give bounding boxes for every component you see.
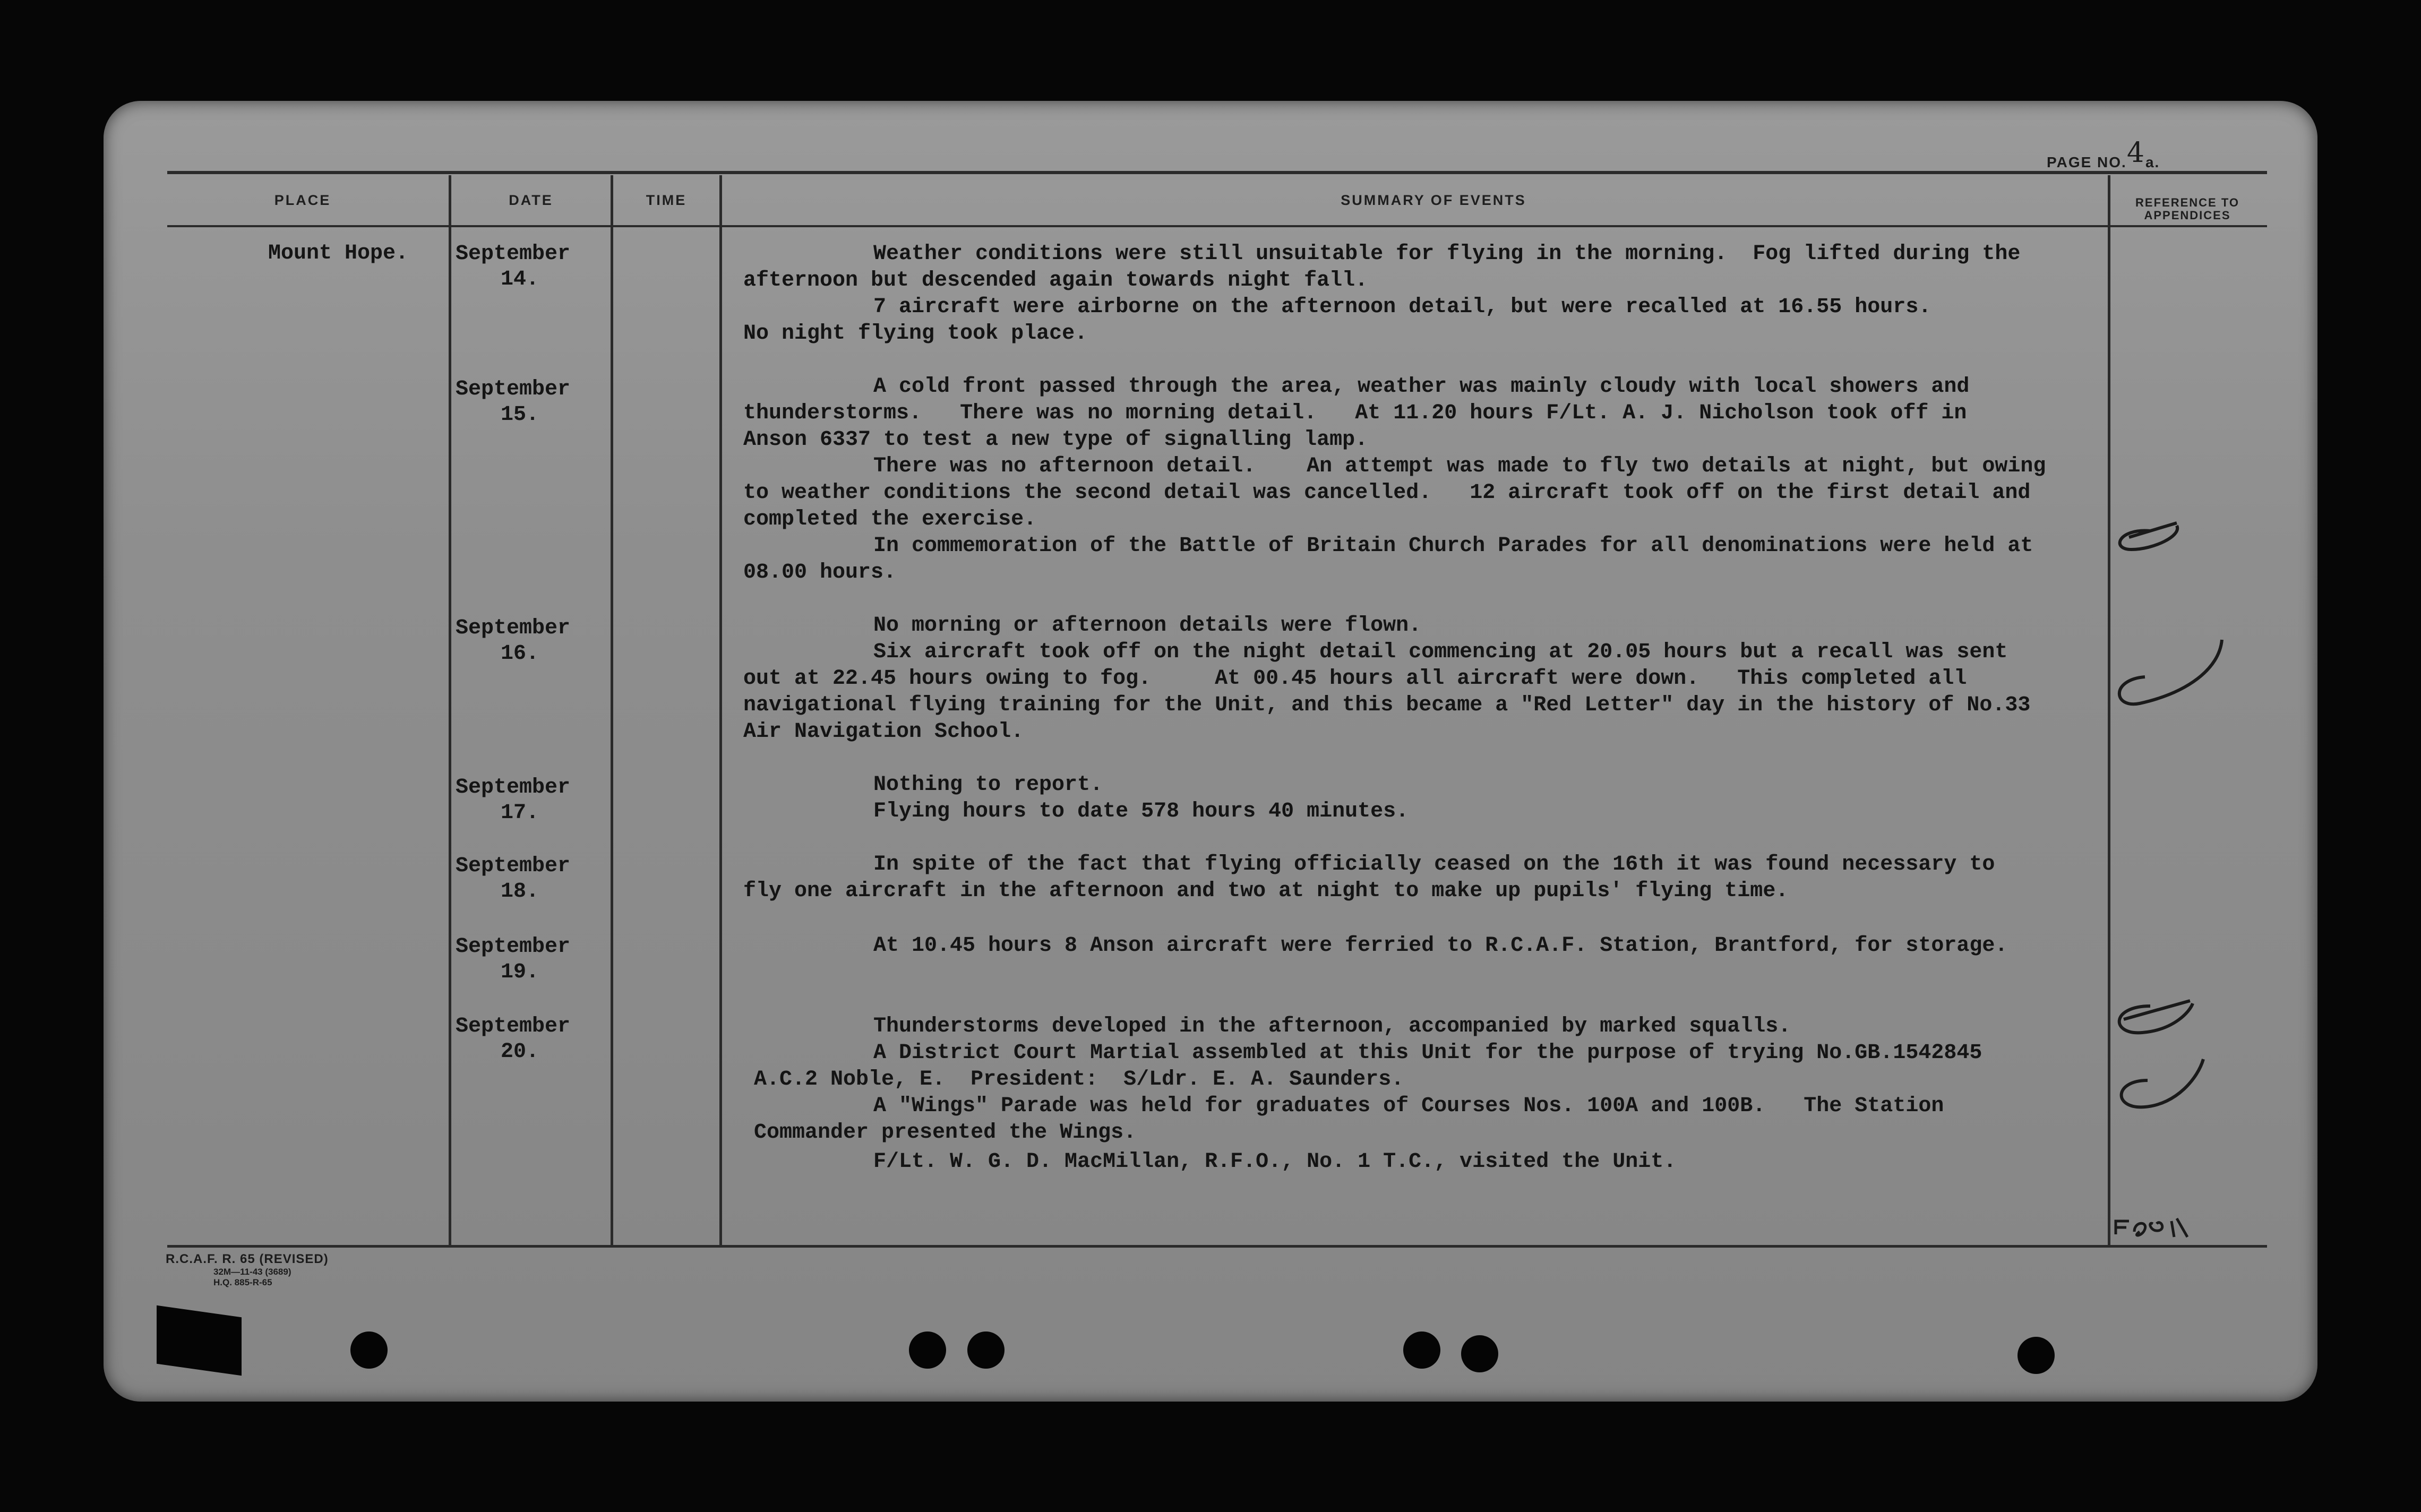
check-mark-icon: [2119, 1001, 2193, 1033]
date-month: September: [456, 854, 571, 878]
date-day: 17.: [501, 801, 539, 825]
summary-line: A.C.2 Noble, E. President: S/Ldr. E. A. Saunders.: [754, 1068, 1404, 1092]
header-summary: SUMMARY OF EVENTS: [1341, 192, 1526, 208]
summary-line: Flying hours to date 578 hours 40 minutes.: [873, 800, 1409, 823]
check-mark-icon: [2120, 523, 2178, 549]
summary-line: Thunderstorms developed in the afternoon, accompanied by marked squalls.: [873, 1015, 1791, 1038]
summary-line: fly one aircraft in the afternoon and two at night to make up pupils' flying time.: [743, 879, 1789, 903]
summary-line: out at 22.45 hours owing to fog. At 00.45 hours all aircraft were down. This completed all: [743, 667, 1967, 691]
date-day: 20.: [501, 1040, 539, 1064]
summary-line: thunderstorms. There was no morning detail. At 11.20 hours F/Lt. A. J. Nicholson took off in: [743, 401, 1967, 425]
summary-line: In spite of the fact that flying officially ceased on the 16th it was found necessary to: [873, 853, 1995, 877]
binder-hole: [1403, 1331, 1440, 1369]
binder-hole: [967, 1331, 1005, 1369]
header-time: TIME: [646, 192, 687, 208]
summary-line: In commemoration of the Battle of Britain Church Parades for all denominations were held at: [873, 534, 2033, 558]
summary-line: No morning or afternoon details were flown.: [873, 614, 1422, 638]
summary-line: A District Court Martial assembled at this Unit for the purpose of trying No.GB.1542845: [873, 1041, 1982, 1065]
summary-line: afternoon but descended again towards night fall.: [743, 269, 1368, 293]
date-month: September: [456, 377, 571, 401]
date-day: 19.: [501, 960, 539, 984]
summary-line: There was no afternoon detail. An attempt was made to fly two details at night, but owing: [873, 454, 2046, 478]
summary-line: Commander presented the Wings.: [754, 1121, 1137, 1145]
date-month: September: [456, 1015, 571, 1038]
header-place: PLACE: [274, 192, 331, 208]
signature-text: [2116, 1217, 2164, 1235]
summary-line: At 10.45 hours 8 Anson aircraft were ferried to R.C.A.F. Station, Brantford, for storage.: [873, 934, 2008, 958]
summary-line: completed the exercise.: [743, 508, 1037, 531]
header-date: DATE: [509, 192, 553, 208]
summary-line: F/Lt. W. G. D. MacMillan, R.F.O., No. 1 T.C., visited the Unit.: [873, 1150, 1677, 1174]
check-mark-icon: [2119, 640, 2222, 704]
summary-line: 08.00 hours.: [743, 561, 897, 585]
date-month: September: [456, 616, 571, 640]
summary-line: No night flying took place.: [743, 322, 1088, 346]
header-reference-line1: REFERENCE TO: [2135, 196, 2239, 209]
date-month: September: [456, 242, 571, 266]
binder-hole: [1461, 1335, 1498, 1372]
form-number: [166, 1252, 329, 1288]
binder-hole: [909, 1331, 946, 1369]
page-number-value: 4: [2126, 137, 2145, 169]
summary-line: Six aircraft took off on the night detail commencing at 20.05 hours but a recall was sent: [873, 640, 2008, 664]
summary-line: Air Navigation School.: [743, 720, 1024, 744]
page-number-label: PAGE NO.: [2047, 154, 2127, 170]
summary-line: A cold front passed through the area, weather was mainly cloudy with local showers and: [873, 375, 1970, 399]
summary-line: navigational flying training for the Unit, and this became a "Red Letter" day in the history of No.33: [743, 693, 2031, 717]
page-number-suffix: a.: [2145, 154, 2160, 170]
date-day: 18.: [501, 880, 539, 904]
summary-line: 7 aircraft were airborne on the afternoon detail, but were recalled at 16.55 hours.: [873, 295, 1931, 319]
form-line3: H.Q. 885-R-65: [213, 1277, 272, 1287]
summary-line: Weather conditions were still unsuitable for flying in the morning. Fog lifted during the: [873, 242, 2021, 266]
summary-line: Nothing to report.: [873, 773, 1103, 797]
binder-tab: [157, 1305, 242, 1376]
check-mark-icon: [2122, 1059, 2203, 1107]
binder-hole: [2018, 1337, 2055, 1374]
date-month: September: [456, 935, 571, 959]
summary-line: A "Wings" Parade was held for graduates of Courses Nos. 100A and 100B. The Station: [873, 1094, 1944, 1118]
date-day: 16.: [501, 642, 539, 666]
summary-line: to weather conditions the second detail was cancelled. 12 aircraft took off on the first detail and: [743, 481, 2031, 505]
form-line1: R.C.A.F. R. 65 (REVISED): [166, 1252, 329, 1266]
header-reference-line2: APPENDICES: [2144, 209, 2231, 222]
binder-hole: [350, 1331, 388, 1369]
place-value: Mount Hope.: [268, 242, 409, 265]
form-line2: 32M—11-43 (3689): [213, 1267, 291, 1277]
date-day: 14.: [501, 268, 539, 291]
date-day: 15.: [501, 403, 539, 427]
summary-line: Anson 6337 to test a new type of signalling lamp.: [743, 428, 1368, 452]
date-month: September: [456, 776, 571, 800]
